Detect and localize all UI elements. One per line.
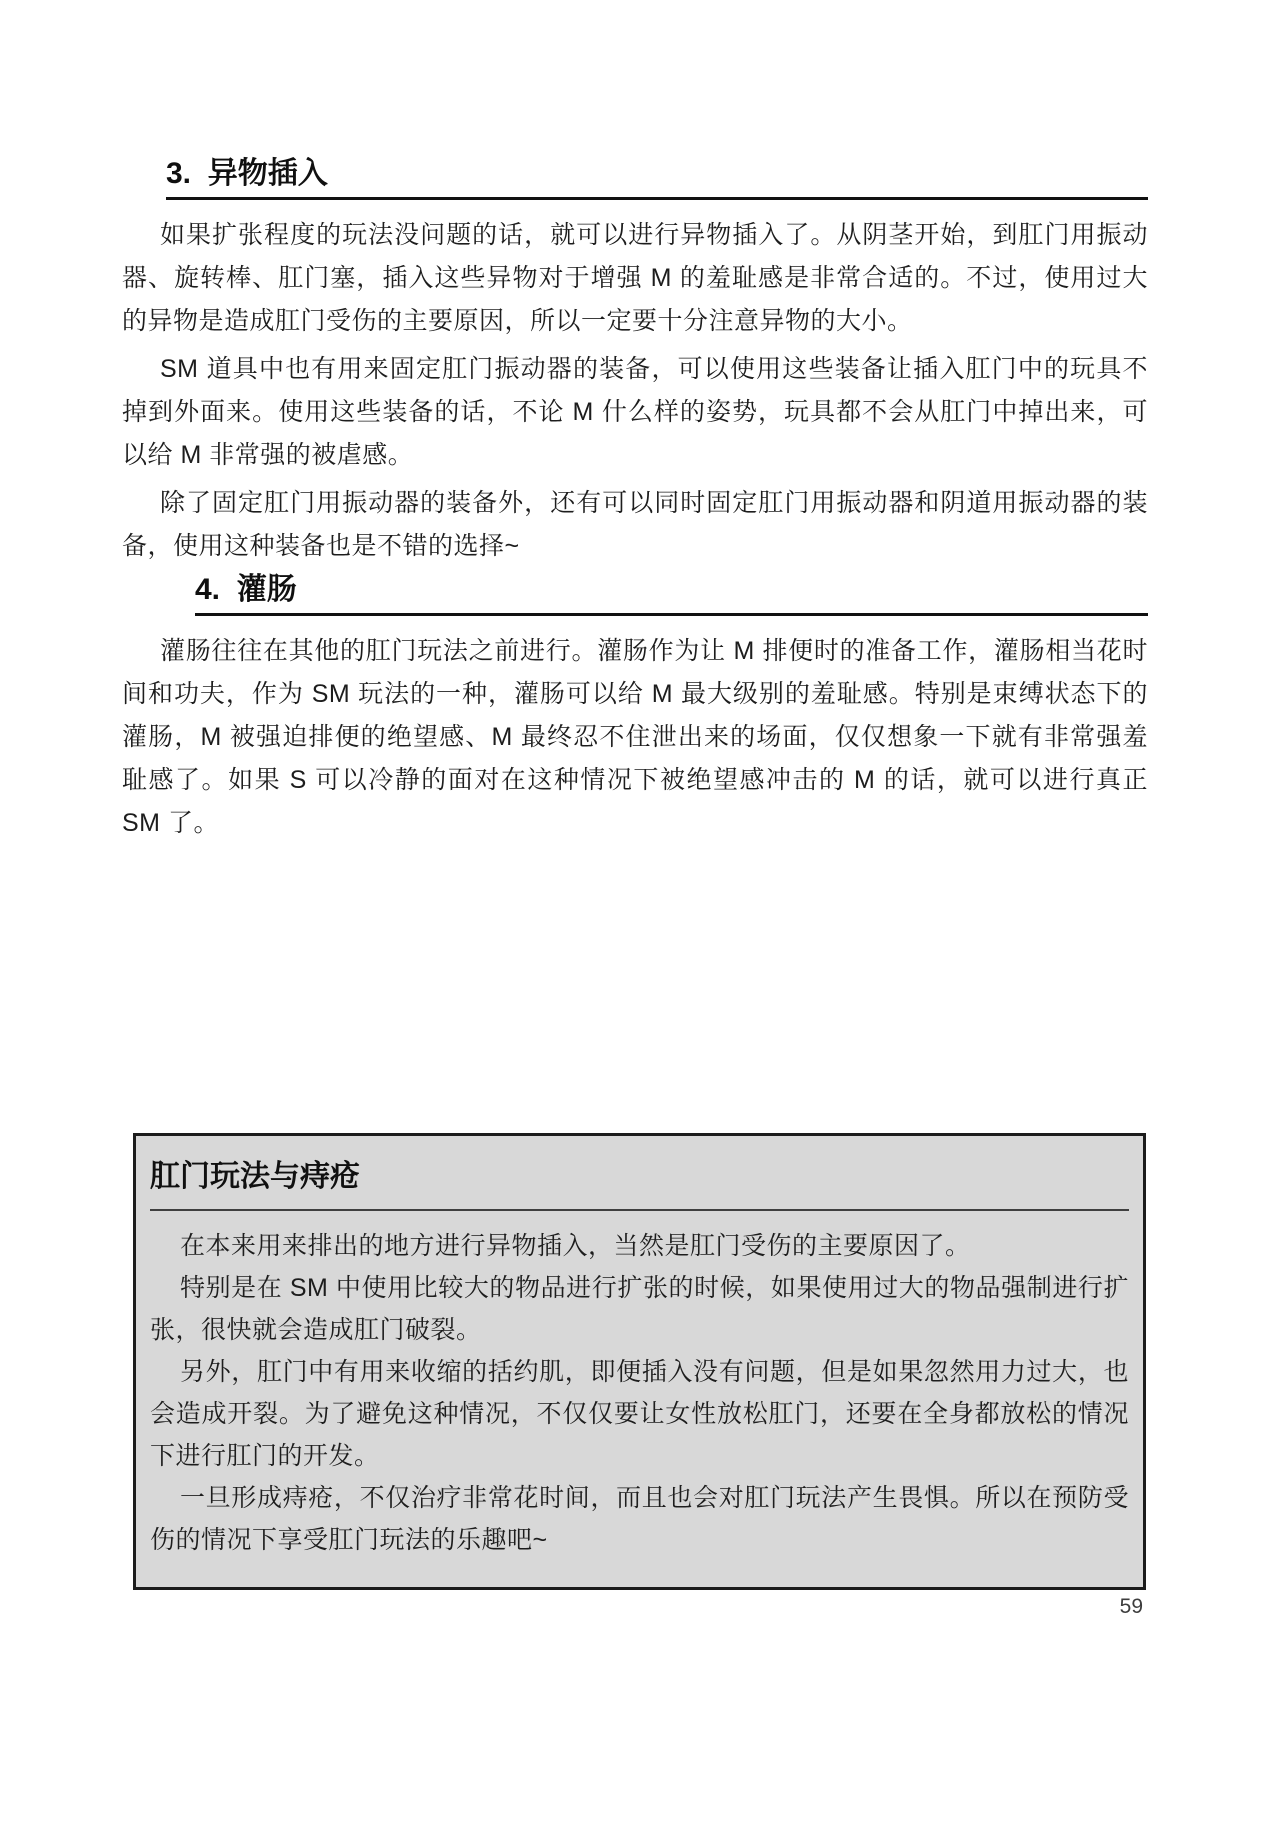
section-4-paragraph-1: 灌肠往往在其他的肛门玩法之前进行。灌肠作为让 M 排便时的准备工作，灌肠相当花时间和功夫，作为 SM 玩法的一种，灌肠可以给 M 最大级别的羞耻感。特别是束缚状态下的灌肠，M 被强迫排便的绝望感、M 最终忍不住泄出来的场面，仅仅想象一下就有非常强羞耻感了。如果 S 可以冷静的面对在这种情况下被绝望感冲击的 M 的话，就可以进行真正 SM 了。 bbox=[122, 637, 1148, 837]
callout-box bbox=[133, 1133, 1146, 1590]
section-4-heading: 4. 灌肠 bbox=[195, 571, 1148, 616]
section-3 bbox=[122, 155, 1148, 568]
section-4 bbox=[122, 571, 1148, 845]
callout-divider bbox=[150, 1209, 1129, 1211]
callout-paragraph-1: 在本来用来排出的地方进行异物插入，当然是肛门受伤的主要原因了。 bbox=[180, 1232, 971, 1260]
callout-paragraph-4: 一旦形成痔疮，不仅治疗非常花时间，而且也会对肛门玩法产生畏惧。所以在预防受伤的情况下享受肛门玩法的乐趣吧~ bbox=[150, 1484, 1129, 1554]
section-3-paragraph-1: 如果扩张程度的玩法没问题的话，就可以进行异物插入了。从阴茎开始，到肛门用振动器、旋转棒、肛门塞，插入这些异物对于增强 M 的羞耻感是非常合适的。不过，使用过大的异物是造成肛门受伤的主要原因，所以一定要十分注意异物的大小。 bbox=[122, 221, 1148, 335]
callout-paragraph-3: 另外，肛门中有用来收缩的括约肌，即便插入没有问题，但是如果忽然用力过大，也会造成开裂。为了避免这种情况，不仅仅要让女性放松肛门，还要在全身都放松的情况下进行肛门的开发。 bbox=[150, 1358, 1129, 1470]
callout-paragraph-2: 特别是在 SM 中使用比较大的物品进行扩张的时候，如果使用过大的物品强制进行扩张，很快就会造成肛门破裂。 bbox=[150, 1274, 1129, 1344]
page-number: 59 bbox=[1119, 1595, 1143, 1618]
section-3-paragraph-3: 除了固定肛门用振动器的装备外，还有可以同时固定肛门用振动器和阴道用振动器的装备，使用这种装备也是不错的选择~ bbox=[122, 489, 1148, 560]
callout-title: 肛门玩法与痔疮 bbox=[150, 1160, 360, 1193]
section-3-heading: 3. 异物插入 bbox=[166, 155, 1148, 200]
section-3-paragraph-2: SM 道具中也有用来固定肛门振动器的装备，可以使用这些装备让插入肛门中的玩具不掉到外面来。使用这些装备的话，不论 M 什么样的姿势，玩具都不会从肛门中掉出来，可以给 M 非常强的被虐感。 bbox=[122, 355, 1148, 469]
